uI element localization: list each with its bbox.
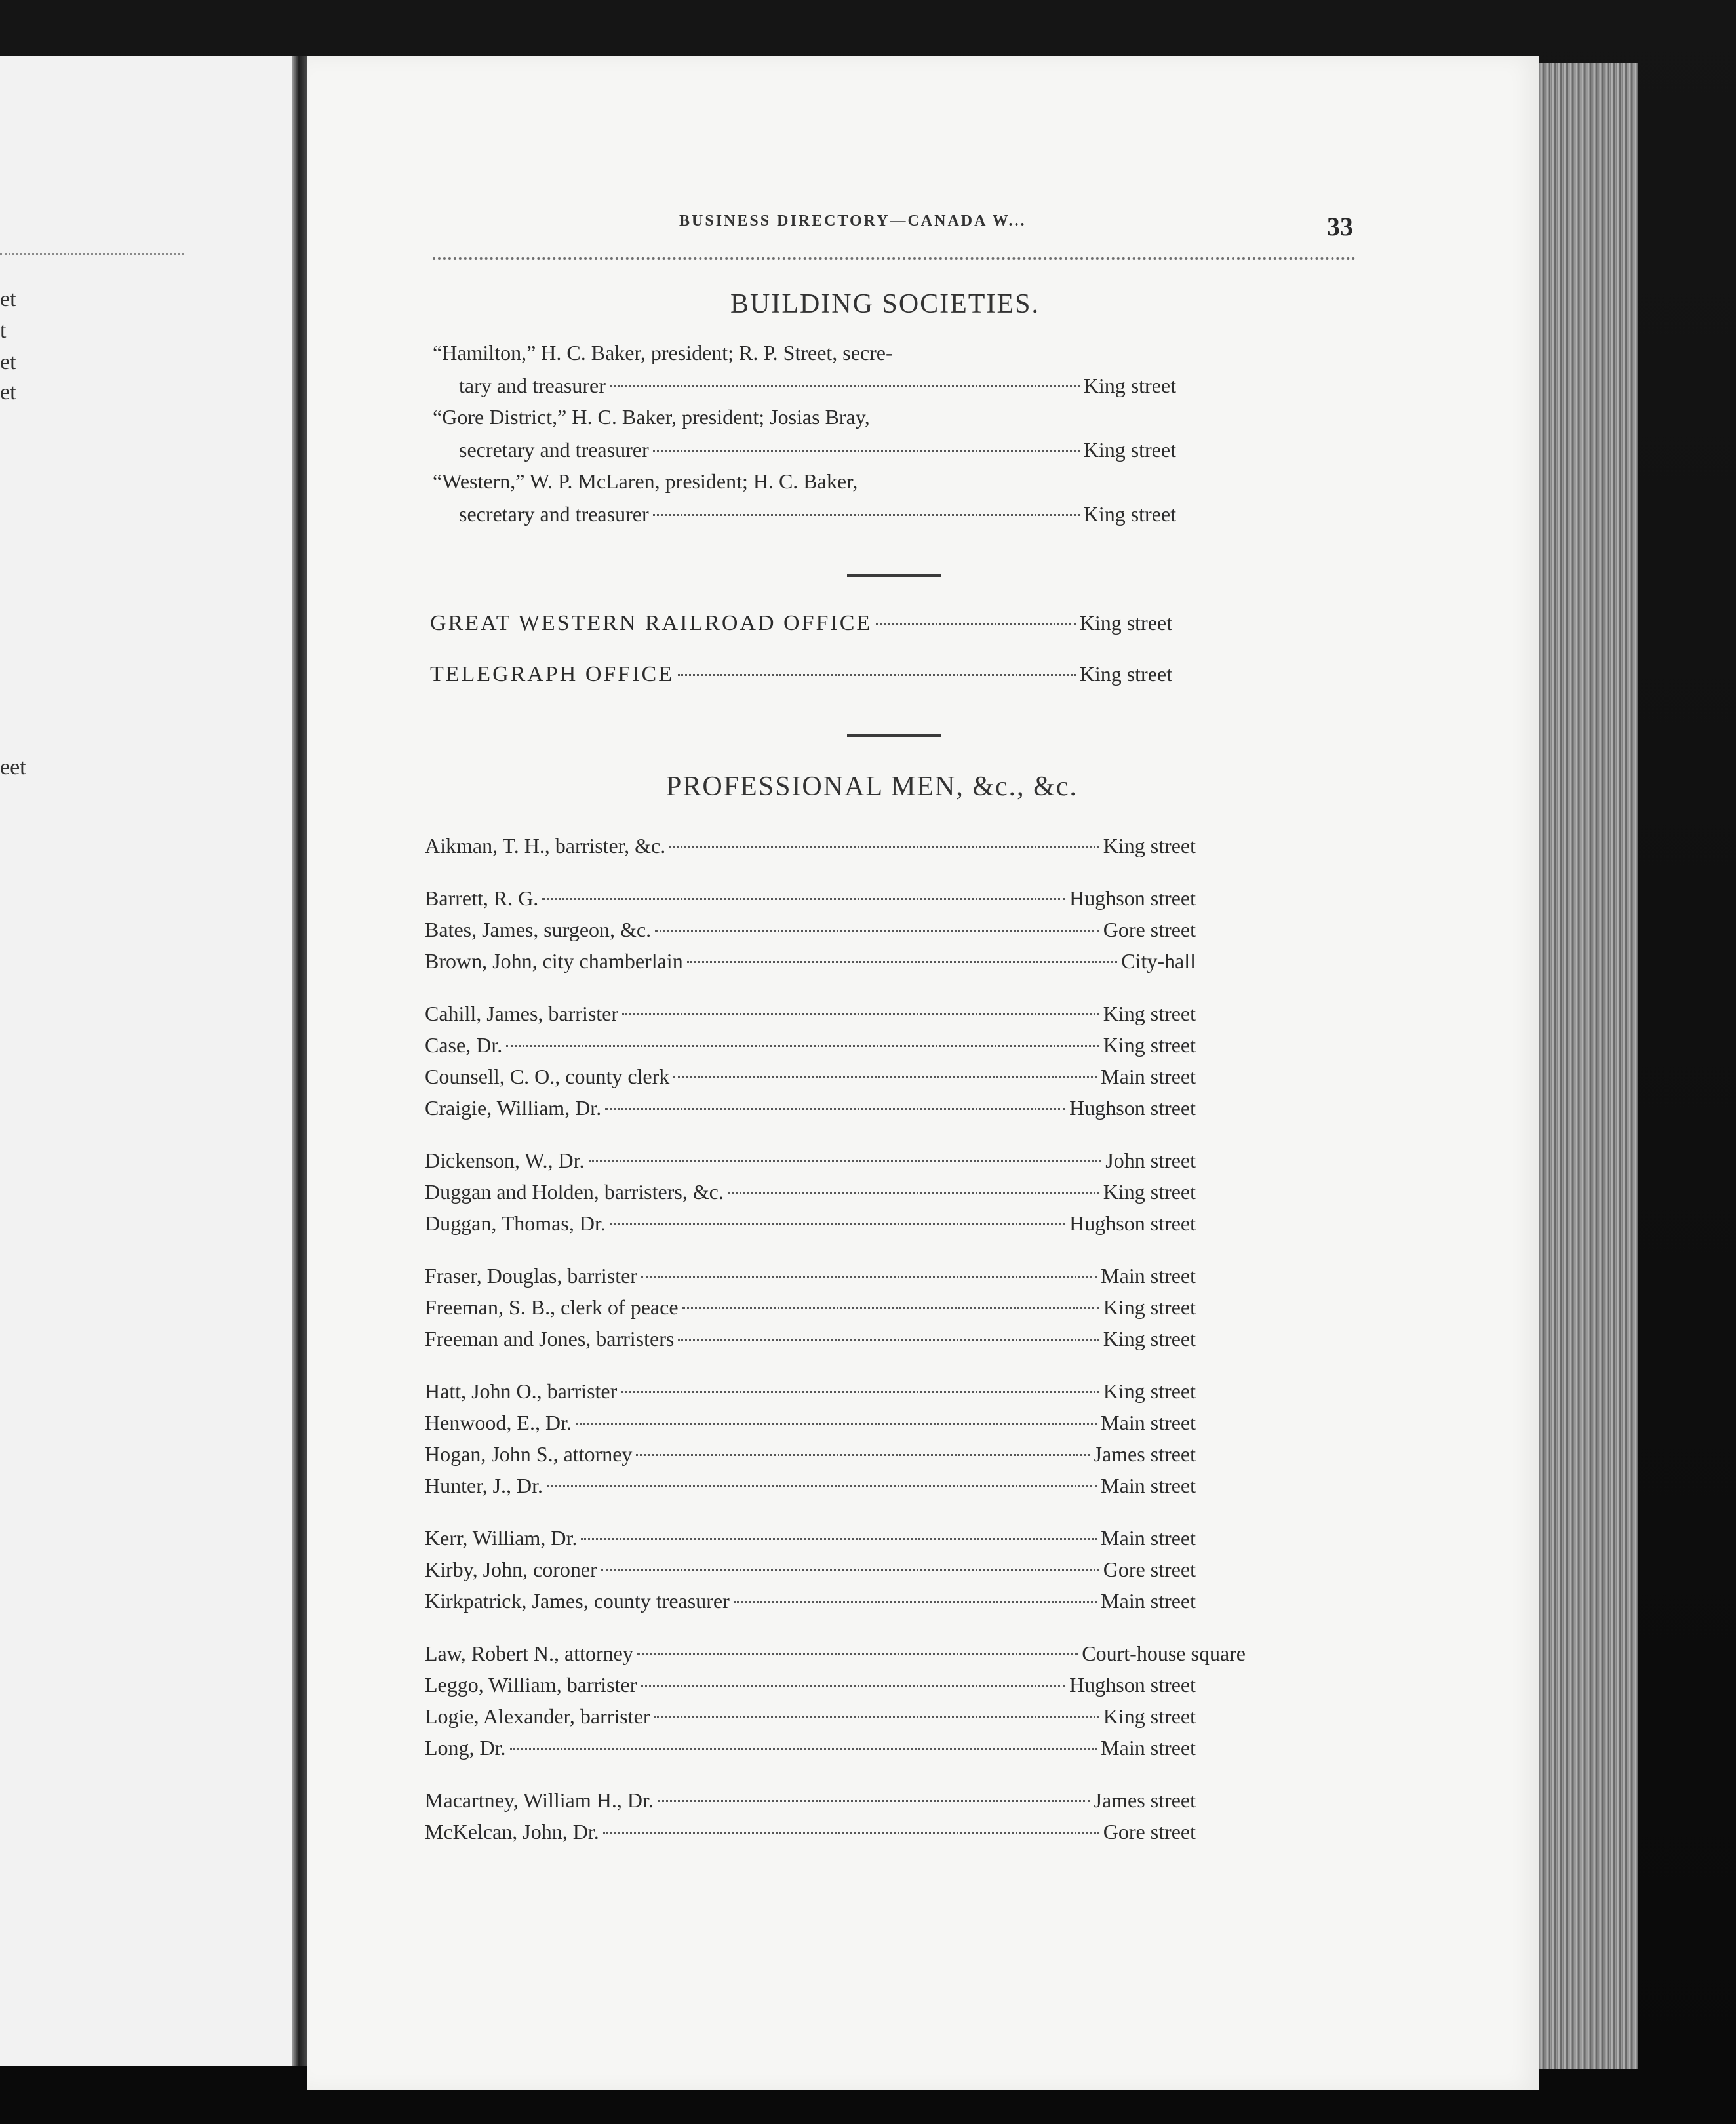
dot-leader [621,1391,1099,1393]
entry-name: Freeman, S. B., clerk of peace [425,1295,679,1319]
entry-location: James street [1094,1442,1196,1466]
header-rule [433,257,1356,260]
office-name: TELEGRAPH OFFICE [430,662,674,686]
society-entry-text: secretary and treasurer [459,502,649,526]
entry-name: Macartney, William H., Dr. [425,1788,654,1812]
entry-location: Gore street [1103,918,1196,941]
dot-leader [547,1485,1097,1487]
entry-name: Hogan, John S., attorney [425,1442,633,1466]
dot-leader [605,1108,1065,1110]
dot-leader [576,1423,1097,1425]
directory-entry [425,1033,1196,1062]
entry-name: Fraser, Douglas, barrister [425,1264,637,1288]
dot-leader [636,1454,1090,1456]
directory-entry [425,1379,1196,1408]
entry-name: Henwood, E., Dr. [425,1411,572,1434]
left-page [0,56,306,2066]
directory-entry [425,949,1196,978]
dot-leader [876,623,1076,625]
page-edge-stack [1539,63,1638,2069]
directory-entry [425,1096,1196,1125]
dot-leader [506,1045,1099,1047]
entry-name: Counsell, C. O., county clerk [425,1065,670,1088]
entry-name: Leggo, William, barrister [425,1673,637,1697]
left-page-fragment: et [0,380,16,404]
entry-location: King street [1103,834,1196,857]
directory-entry [425,1704,1196,1733]
entry-name: McKelcan, John, Dr. [425,1820,599,1843]
directory-entry [425,834,1196,863]
entry-name: Bates, James, surgeon, &c. [425,918,652,941]
dot-leader [655,930,1099,932]
entry-location: Main street [1101,1065,1196,1088]
directory-entry [425,1526,1196,1555]
section-divider [847,574,941,577]
directory-entry [425,886,1196,915]
dot-leader [734,1601,1097,1603]
entry-location: James street [1094,1788,1196,1812]
dot-leader [728,1192,1099,1194]
entry-name: Logie, Alexander, barrister [425,1704,650,1728]
section-divider [847,734,941,737]
entry-location: Hughson street [1069,886,1196,910]
entry-name: Case, Dr. [425,1033,503,1057]
directory-entry [425,1264,1196,1293]
dot-leader [610,385,1080,387]
entry-location: Main street [1101,1411,1196,1434]
dot-leader [687,961,1118,963]
entry-location: Hughson street [1069,1673,1196,1697]
dot-leader [589,1160,1102,1162]
entry-location: King street [1103,1379,1196,1403]
entry-location: City-hall [1121,949,1196,973]
entry-name: Dickenson, W., Dr. [425,1149,585,1172]
directory-entry [425,1149,1196,1177]
entry-location: Court-house square [1082,1642,1246,1665]
page-number: 33 [1327,212,1353,241]
dot-leader [678,674,1076,676]
society-entry-line: “Gore District,” H. C. Baker, president; Josias Bray, [433,405,870,429]
society-entry [459,374,1176,403]
dot-leader [637,1653,1078,1655]
entry-name: Craigie, William, Dr. [425,1096,602,1120]
society-entry [459,438,1176,467]
society-entry-location: King street [1083,502,1176,526]
office-location: King street [1079,662,1172,686]
entry-name: Long, Dr. [425,1736,506,1760]
entry-name: Hunter, J., Dr. [425,1474,543,1497]
directory-entry [425,1558,1196,1586]
left-page-fragment: t [0,319,7,343]
entry-name: Barrett, R. G. [425,886,539,910]
entry-location: King street [1103,1327,1196,1350]
book-gutter [292,56,307,2066]
entry-location: Hughson street [1069,1096,1196,1120]
entry-name: Freeman and Jones, barristers [425,1327,675,1350]
directory-entry [425,1474,1196,1503]
dot-leader [622,1013,1099,1015]
entry-location: King street [1103,1002,1196,1025]
entry-location: King street [1103,1295,1196,1319]
office-entry [430,611,1172,640]
entry-location: King street [1103,1033,1196,1057]
directory-entry [425,1002,1196,1031]
entry-location: Gore street [1103,1820,1196,1843]
dot-leader [510,1748,1097,1750]
entry-name: Kirkpatrick, James, county treasurer [425,1589,730,1613]
society-entry-line: “Hamilton,” H. C. Baker, president; R. P. Street, secre- [433,341,893,364]
directory-entry [425,1736,1196,1765]
professional-men-title: PROFESSIONAL MEN, &c., &c. [666,772,1078,802]
entry-name: Law, Robert N., attorney [425,1642,633,1665]
entry-name: Aikman, T. H., barrister, &c. [425,834,666,857]
entry-location: Main street [1101,1264,1196,1288]
directory-entry [425,1180,1196,1209]
society-entry-text: tary and treasurer [459,374,606,397]
entry-name: Brown, John, city chamberlain [425,949,683,973]
dot-leader [653,450,1080,452]
directory-entry [425,1673,1196,1702]
entry-location: Main street [1101,1736,1196,1760]
directory-entry [425,1295,1196,1324]
office-name: GREAT WESTERN RAILROAD OFFICE [430,611,873,635]
entry-location: Main street [1101,1474,1196,1497]
entry-name: Kirby, John, coroner [425,1558,597,1581]
dot-leader [669,846,1099,848]
directory-entry [425,1065,1196,1093]
dot-leader [678,1339,1099,1341]
entry-location: Hughson street [1069,1211,1196,1235]
dot-leader [542,898,1065,900]
dot-leader [601,1569,1099,1571]
entry-name: Kerr, William, Dr. [425,1526,578,1550]
dot-leader [610,1223,1065,1225]
directory-entry [425,1327,1196,1356]
directory-entry [425,1820,1196,1849]
dot-leader [673,1076,1097,1078]
entry-name: Cahill, James, barrister [425,1002,619,1025]
directory-entry [425,918,1196,947]
entry-name: Hatt, John O., barrister [425,1379,618,1403]
directory-entry [425,1642,1246,1670]
office-entry [430,662,1172,691]
dot-leader [682,1307,1099,1309]
left-page-fragment: et [0,350,16,374]
dot-leader [603,1832,1099,1834]
running-head: BUSINESS DIRECTORY—CANADA W... [679,212,1027,229]
entry-name: Duggan, Thomas, Dr. [425,1211,606,1235]
directory-entry [425,1788,1196,1817]
society-entry-line: “Western,” W. P. McLaren, president; H. C. Baker, [433,469,858,493]
directory-entry [425,1211,1196,1240]
entry-location: King street [1103,1704,1196,1728]
building-societies-title: BUILDING SOCIETIES. [730,289,1040,319]
entry-location: Main street [1101,1526,1196,1550]
left-page-rule [0,253,184,255]
dot-leader [581,1538,1097,1540]
society-entry-text: secretary and treasurer [459,438,649,462]
left-page-fragment: et [0,287,16,311]
directory-entry [425,1589,1196,1618]
directory-entry [425,1442,1196,1471]
entry-location: Main street [1101,1589,1196,1613]
dot-leader [654,1716,1099,1718]
dot-leader [641,1276,1097,1278]
dot-leader [641,1685,1065,1687]
entry-location: Gore street [1103,1558,1196,1581]
dot-leader [658,1800,1090,1802]
entry-location: King street [1103,1180,1196,1204]
dot-leader [653,514,1080,516]
office-location: King street [1079,611,1172,635]
society-entry [459,502,1176,531]
directory-entry [425,1411,1196,1440]
society-entry-location: King street [1083,438,1176,462]
entry-location: John street [1105,1149,1196,1172]
society-entry-location: King street [1083,374,1176,397]
left-page-fragment: eet [0,755,26,779]
entry-name: Duggan and Holden, barristers, &c. [425,1180,724,1204]
